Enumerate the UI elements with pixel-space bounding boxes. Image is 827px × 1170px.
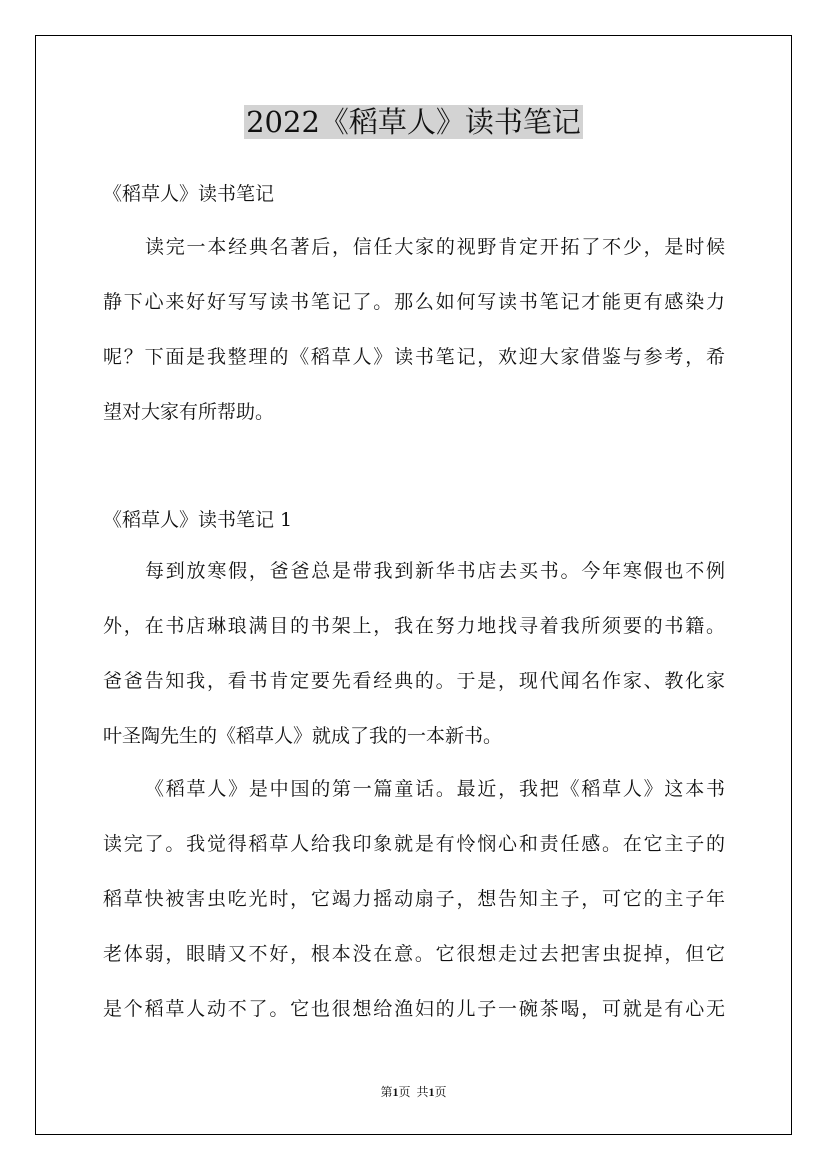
note1-line: 读完了。我觉得稻草人给我印象就是有怜悯心和责任感。在它主子的 [103, 833, 725, 855]
note1-line: 老体弱，眼睛又不好，根本没在意。它很想走过去把害虫捉掉，但它 [103, 943, 725, 965]
note1-line: 叶圣陶先生的《稻草人》就成了我的一本新书。 [103, 725, 503, 747]
note1-line: 稻草快被害虫吃光时，它竭力摇动扇子，想告知主子，可它的主子年 [103, 888, 725, 910]
intro-line: 读完一本经典名著后，信任大家的视野肯定开拓了不少，是时候 [145, 236, 725, 258]
note1-line: 每到放寒假，爸爸总是带我到新华书店去买书。今年寒假也不例 [145, 560, 725, 582]
document-title [0, 100, 827, 144]
footer-page-current: 1 [392, 1085, 399, 1099]
intro-line: 望对大家有所帮助。 [103, 401, 275, 423]
note1-paragraph-1 [103, 544, 725, 764]
intro-paragraph [103, 220, 725, 440]
note1-line: 外，在书店琳琅满目的书架上，我在努力地找寻着我所须要的书籍。 [103, 615, 725, 637]
footer-prefix: 第 [380, 1085, 393, 1099]
note1-paragraph-2 [103, 762, 725, 1037]
footer-suffix: 页 [434, 1085, 447, 1099]
page-footer [0, 1084, 827, 1100]
intro-line: 静下心来好好写写读书笔记了。那么如何写读书笔记才能更有感染力 [103, 291, 725, 313]
document-title-text: 2022《稻草人》读书笔记 [246, 105, 581, 139]
note1-heading: 《稻草人》读书笔记 1 [103, 509, 293, 531]
note1-line: 《稻草人》是中国的第一篇童话。最近，我把《稻草人》这本书 [145, 778, 725, 800]
intro-line: 呢？下面是我整理的《稻草人》读书笔记，欢迎大家借鉴与参考，希 [103, 346, 725, 368]
note1-line: 是个稻草人动不了。它也很想给渔妇的儿子一碗茶喝，可就是有心无 [103, 998, 725, 1020]
footer-mid: 页 共 [398, 1085, 429, 1099]
note1-line: 爸爸告知我，看书肯定要先看经典的。于是，现代闻名作家、教化家 [103, 670, 725, 692]
intro-heading: 《稻草人》读书笔记 [103, 183, 275, 205]
footer-page-total: 1 [428, 1085, 435, 1099]
